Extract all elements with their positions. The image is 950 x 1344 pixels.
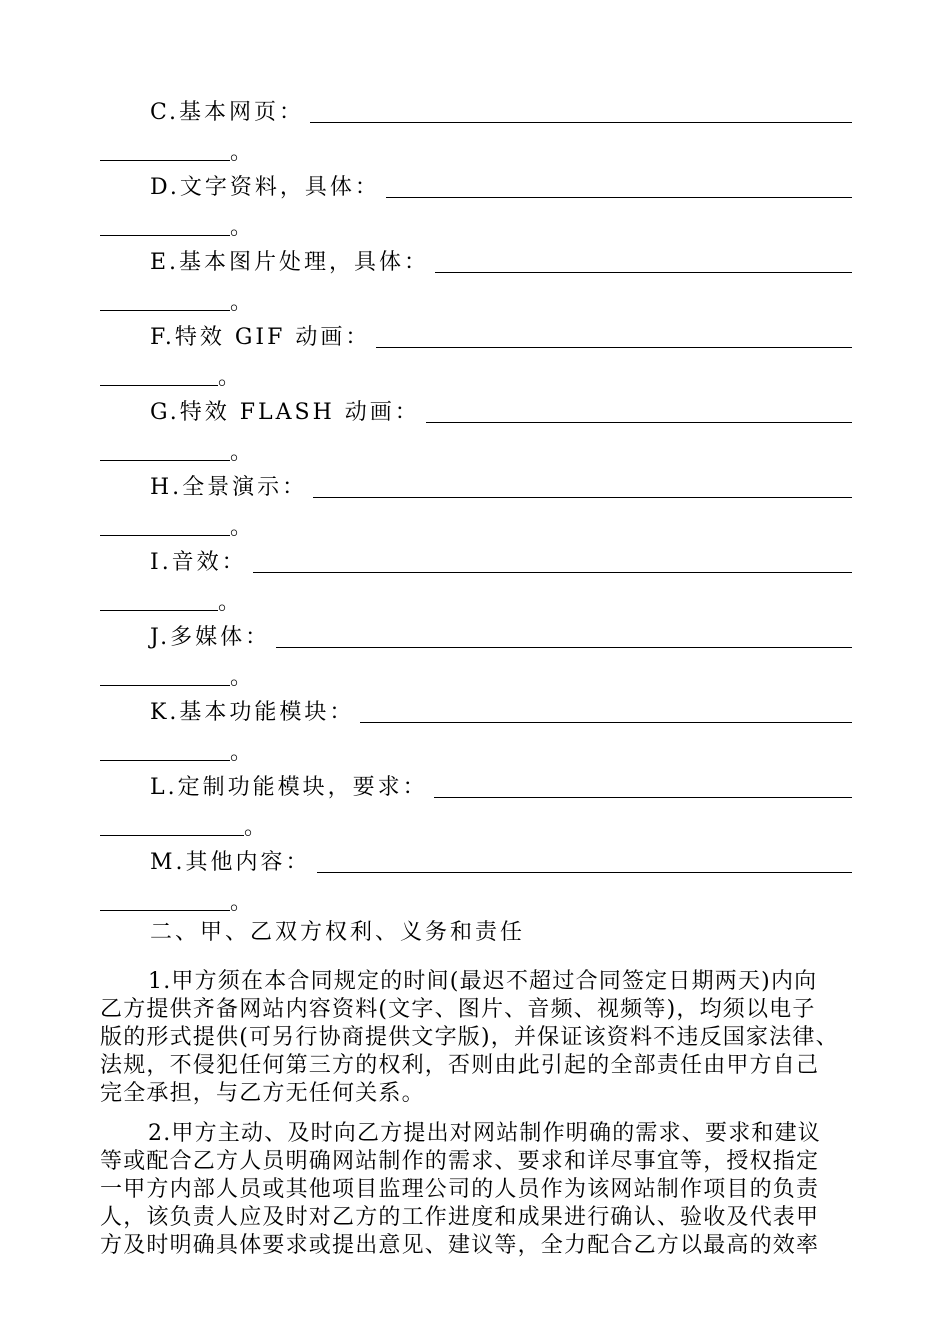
item-c: [100, 98, 852, 165]
item-label: L.定制功能模块，要求：: [150, 773, 434, 803]
item-end: 。: [230, 740, 253, 765]
item-end: 。: [230, 665, 253, 690]
item-label: M.其他内容：: [150, 848, 317, 878]
blank-line: [348, 347, 852, 348]
item-label: H.全景演示：: [150, 473, 313, 503]
blank-line: [418, 797, 852, 798]
paragraph-line: 法规，不侵犯任何第三方的权利，否则由此引起的全部责任由甲方自己: [100, 1053, 820, 1078]
item-label: K.基本功能模块：: [150, 698, 360, 728]
paragraph-line: 1.甲方须在本合同规定的时间(最迟不超过合同签定日期两天)内向: [148, 969, 818, 994]
paragraph-line: 完全承担，与乙方无任何关系。: [100, 1081, 425, 1106]
blank-line: [100, 736, 230, 761]
blank-line: [100, 361, 218, 386]
blank-line: [100, 211, 230, 236]
item-j: [100, 623, 852, 690]
item-f: [100, 323, 852, 390]
item-d: [100, 173, 852, 240]
paragraph-1: [100, 968, 870, 1108]
item-label: G.特效 FLASH 动画：: [150, 398, 426, 428]
item-i: [100, 548, 852, 615]
item-label: C.基本网页：: [150, 98, 310, 128]
blank-line: [372, 422, 852, 423]
blank-line: [418, 272, 852, 273]
section-heading: 二、甲、乙双方权利、义务和责任: [150, 920, 526, 945]
blank-line: [100, 586, 218, 611]
blank-line: [300, 497, 852, 498]
item-h: [100, 473, 852, 540]
item-end: 。: [244, 815, 267, 840]
blank-line: [100, 136, 230, 161]
paragraph-line: 人，该负责人应及时对乙方的工作进度和成果进行确认、验收及代表甲: [100, 1205, 820, 1230]
blank-line: [100, 661, 230, 686]
item-l: [100, 773, 852, 840]
blank-line: [252, 572, 852, 573]
item-end: 。: [230, 890, 253, 915]
blank-line: [100, 886, 230, 911]
item-label: I.音效：: [150, 548, 253, 578]
paragraph-line: 方及时明确具体要求或提出意见、建议等，全力配合乙方以最高的效率: [100, 1233, 820, 1258]
blank-line: [100, 436, 230, 461]
item-label: E.基本图片处理，具体：: [150, 248, 435, 278]
item-end: 。: [230, 215, 253, 240]
item-e: [100, 248, 852, 315]
item-label: J.多媒体：: [150, 623, 276, 653]
paragraph-line: 乙方提供齐备网站内容资料(文字、图片、音频、视频等)，均须以电子: [100, 997, 816, 1022]
blank-line: [100, 811, 244, 836]
blank-line: [276, 647, 852, 648]
paragraph-line: 一甲方内部人员或其他项目监理公司的人员作为该网站制作项目的负责: [100, 1177, 820, 1202]
paragraph-line: 等或配合乙方人员明确网站制作的需求、要求和详尽事宜等，授权指定: [100, 1149, 820, 1174]
blank-line: [372, 197, 852, 198]
item-end: 。: [230, 440, 253, 465]
blank-line: [300, 122, 852, 123]
item-end: 。: [218, 590, 241, 615]
item-m: [100, 848, 852, 915]
item-end: 。: [230, 515, 253, 540]
blank-line: [100, 286, 230, 311]
item-end: 。: [230, 290, 253, 315]
item-end: 。: [230, 140, 253, 165]
item-g: [100, 398, 852, 465]
blank-line: [100, 511, 230, 536]
paragraph-line: 版的形式提供(可另行协商提供文字版)，并保证该资料不违反国家法律、: [100, 1025, 839, 1050]
paragraph-line: 2.甲方主动、及时向乙方提出对网站制作明确的需求、要求和建议: [148, 1121, 821, 1146]
item-label: F.特效 GIF 动画：: [150, 323, 376, 353]
blank-line: [300, 872, 852, 873]
item-k: [100, 698, 852, 765]
item-label: D.文字资料，具体：: [150, 173, 386, 203]
blank-line: [346, 722, 852, 723]
paragraph-2: [100, 1120, 870, 1260]
item-end: 。: [218, 365, 241, 390]
